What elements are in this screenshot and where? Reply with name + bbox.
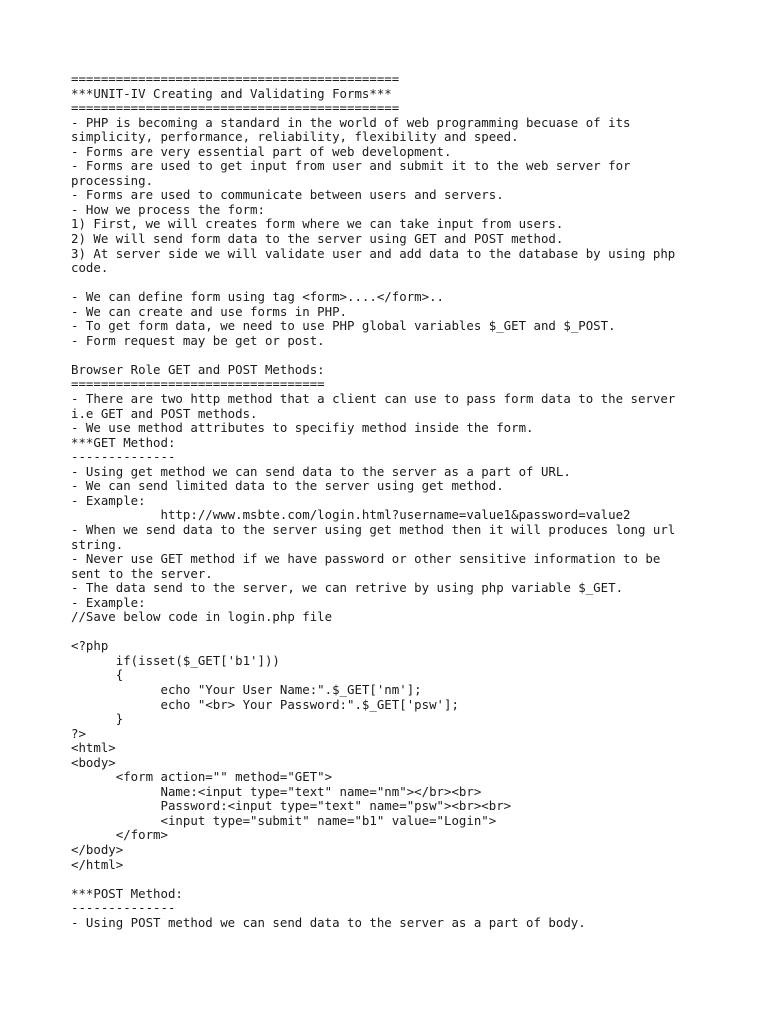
document-line: <?php: [71, 638, 109, 654]
document-body: [71, 72, 761, 930]
document-line: - Example:: [71, 594, 146, 610]
document-line: ============================================: [71, 71, 400, 86]
document-line: }: [71, 711, 124, 727]
document-line: <body>: [71, 754, 116, 770]
document-line: </html>: [71, 856, 124, 872]
document-line: - The data send to the server, we can retrive by using php variable $_GET.: [71, 580, 624, 596]
document-line: </body>: [71, 841, 124, 857]
document-line: code.: [71, 260, 109, 276]
document-line: - We can create and use forms in PHP.: [71, 303, 348, 319]
document-line: [71, 872, 761, 887]
document-line: [71, 348, 761, 363]
document-line: ***GET Method:: [71, 434, 176, 450]
document-line: 3) At server side we will validate user and add data to the database by using php: [71, 245, 676, 261]
document-line: string.: [71, 536, 124, 552]
document-line: 1) First, we will creates form where we can take input from users.: [71, 216, 564, 232]
document-line: ***UNIT-IV Creating and Validating Forms***: [71, 85, 392, 101]
document-line: if(isset($_GET['b1'])): [71, 652, 280, 668]
document-line: <form action="" method="GET">: [71, 769, 333, 785]
document-line: ***POST Method:: [71, 885, 183, 901]
document-line: --------------: [71, 900, 176, 916]
document-line: 2) We will send form data to the server using GET and POST method.: [71, 231, 564, 247]
document-line: - To get form data, we need to use PHP global variables $_GET and $_POST.: [71, 318, 616, 334]
document-line: - Form request may be get or post.: [71, 332, 325, 348]
document-line: sent to the server.: [71, 565, 213, 581]
document-line: - Forms are very essential part of web development.: [71, 143, 452, 159]
document-line: ==================================: [71, 376, 325, 392]
document-line: {: [71, 667, 124, 683]
document-line: echo "<br> Your Password:".$_GET['psw'];: [71, 696, 459, 712]
document-line: - We can define form using tag <form>....</form>..: [71, 289, 444, 305]
document-line: - Using get method we can send data to the server as a part of URL.: [71, 463, 571, 479]
document-line: - Using POST method we can send data to the server as a part of body.: [71, 914, 586, 930]
document-line: http://www.msbte.com/login.html?username=value1&password=value2: [71, 507, 631, 523]
document-line: - PHP is becoming a standard in the world of web programming becuase of its: [71, 114, 631, 130]
document-line: processing.: [71, 172, 154, 188]
document-line: ============================================: [71, 100, 400, 116]
document-line: <input type="submit" name="b1" value="Login">: [71, 812, 497, 828]
document-line: - There are two http method that a client can use to pass form data to the server: [71, 391, 676, 407]
document-line: - Forms are used to get input from user and submit it to the web server for: [71, 158, 631, 174]
document-line: [71, 276, 761, 291]
document-line: - We use method attributes to specifiy method inside the form.: [71, 420, 534, 436]
document-line: - Never use GET method if we have password or other sensitive information to be: [71, 551, 661, 567]
document-line: </form>: [71, 827, 168, 843]
document-line: //Save below code in login.php file: [71, 609, 333, 625]
document-line: [71, 625, 761, 640]
document-line: - How we process the form:: [71, 201, 265, 217]
document-line: echo "Your User Name:".$_GET['nm'];: [71, 681, 422, 697]
document-line: Browser Role GET and POST Methods:: [71, 361, 325, 377]
document-line: <html>: [71, 740, 116, 756]
document-line: Password:<input type="text" name="psw"><br><br>: [71, 798, 512, 814]
document-line: - We can send limited data to the server using get method.: [71, 478, 504, 494]
document-line: i.e GET and POST methods.: [71, 405, 258, 421]
document-line: --------------: [71, 449, 176, 465]
document-line: - Forms are used to communicate between users and servers.: [71, 187, 504, 203]
document-line: - When we send data to the server using get method then it will produces long url: [71, 521, 676, 537]
document-line: - Example:: [71, 492, 146, 508]
document-line: simplicity, performance, reliability, flexibility and speed.: [71, 129, 519, 145]
document-line: Name:<input type="text" name="nm"></br><br>: [71, 783, 482, 799]
document-line: ?>: [71, 725, 86, 741]
